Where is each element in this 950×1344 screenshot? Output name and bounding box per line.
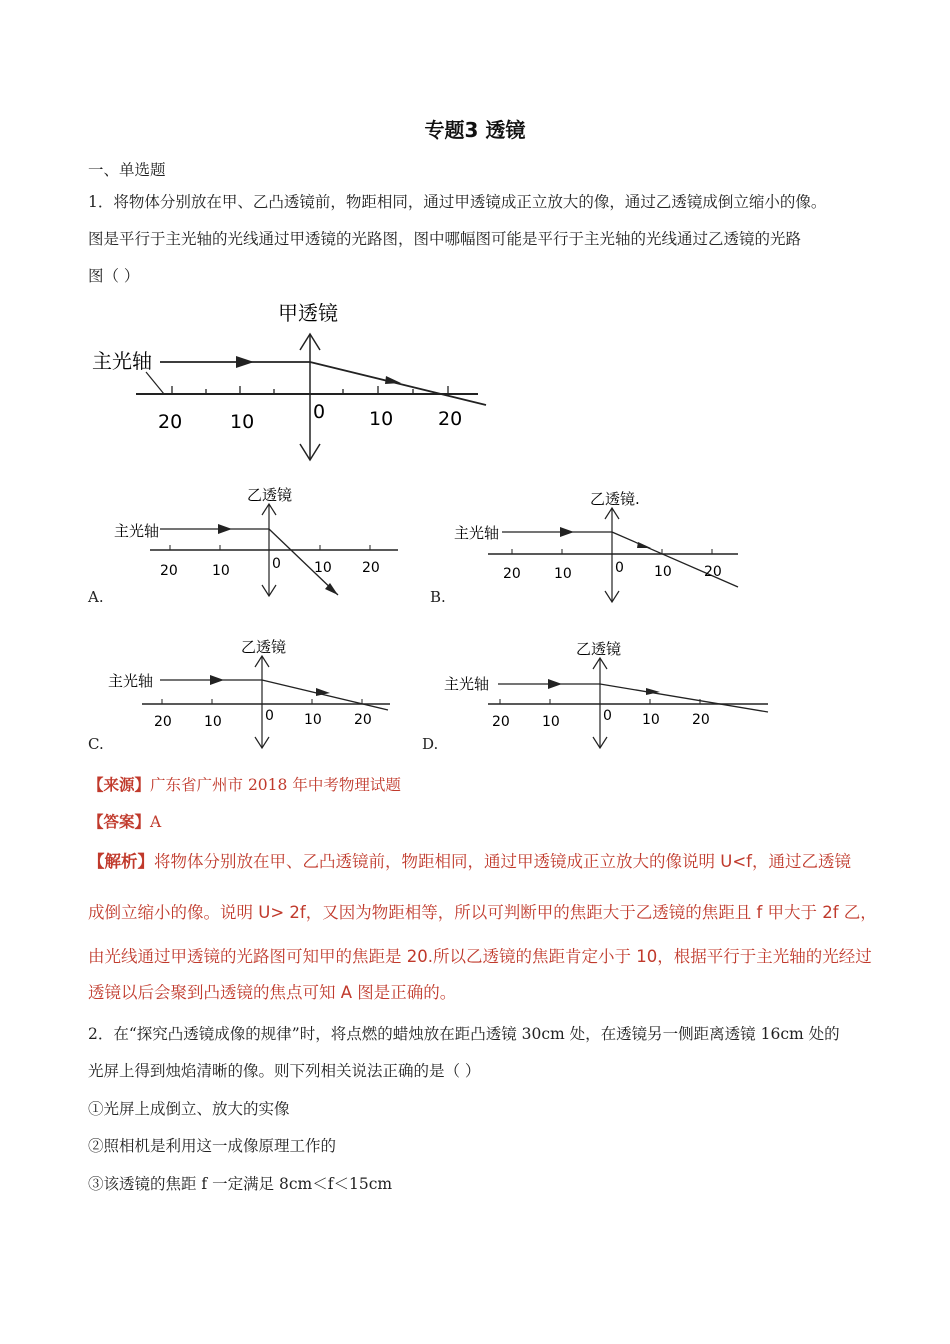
tick-label: 10 [314, 560, 332, 576]
main-axis-label: 主光轴 [92, 349, 152, 373]
q2-statement-2: ②照相机是利用这一成像原理工作的 [88, 1137, 337, 1155]
section-heading: 一、单选题 [88, 161, 166, 179]
option-c-letter[interactable]: C. [88, 735, 104, 753]
analysis-line-1 [88, 852, 851, 872]
tick-label: 20 [692, 712, 710, 728]
tick-label: 10 [542, 714, 560, 730]
analysis-tag: 【解析】 [88, 852, 154, 871]
main-lens-figure [88, 292, 498, 472]
option-d-axis-label: 主光轴 [444, 675, 490, 693]
q1-line-2: 图是平行于主光轴的光线通过甲透镜的光路图，图中哪幅图可能是平行于主光轴的光线通过乙透镜的光路 [88, 230, 802, 248]
source-tag: 【来源】 [88, 775, 151, 794]
q2-statement-3: ③该透镜的焦距 f 一定满足 8cm＜f＜15cm [88, 1175, 393, 1193]
q1-line-1: 1．将物体分别放在甲、乙凸透镜前，物距相同，通过甲透镜成正立放大的像，通过乙透镜成倒立缩小的像。 [88, 193, 827, 211]
tick-label: 20 [362, 560, 380, 576]
option-a-lens-label: 乙透镜 [247, 486, 293, 504]
tick-label: 0 [265, 708, 274, 724]
tick-label: 10 [204, 714, 222, 730]
tick-label: 0 [603, 708, 612, 724]
q2-statement-1: ①光屏上成倒立、放大的实像 [88, 1100, 290, 1118]
option-b-figure[interactable] [450, 486, 750, 608]
tick-label: 10 [304, 712, 322, 728]
source-line [88, 775, 401, 795]
tick-label: 10 [654, 564, 672, 580]
main-tick-label: 0 [313, 401, 326, 423]
answer-text: A [150, 813, 162, 831]
tick-label: 10 [642, 712, 660, 728]
option-b-axis-label: 主光轴 [454, 524, 500, 542]
tick-label: 20 [354, 712, 372, 728]
q2-line-2: 光屏上得到烛焰清晰的像。则下列相关说法正确的是（ ） [88, 1062, 481, 1080]
tick-label: 10 [554, 566, 572, 582]
main-lens-label: 甲透镜 [278, 301, 338, 325]
option-a-letter[interactable]: A. [88, 588, 104, 606]
analysis-line-4: 透镜以后会聚到凸透镜的焦点可知 A 图是正确的。 [88, 983, 457, 1002]
page-title: 专题3 透镜 [424, 118, 526, 142]
option-b-lens-label: 乙透镜. [590, 490, 640, 508]
q2-line-1: 2．在“探究凸透镜成像的规律”时，将点燃的蜡烛放在距凸透镜 30cm 处，在透镜另一侧距离透镜 16cm 处的 [88, 1025, 840, 1043]
option-a-axis-label: 主光轴 [114, 522, 160, 540]
tick-label: 20 [704, 564, 722, 580]
main-tick-label: 10 [230, 411, 255, 433]
tick-label: 10 [212, 563, 230, 579]
analysis-text: 将物体分别放在甲、乙凸透镜前，物距相同，通过甲透镜成正立放大的像说明 U<f，通过乙透镜 [154, 852, 851, 871]
option-d-lens-label: 乙透镜 [576, 640, 622, 658]
option-a-figure[interactable] [110, 482, 410, 604]
option-c-axis-label: 主光轴 [108, 672, 154, 690]
q1-line-3: 图（ ） [88, 267, 140, 285]
option-d-figure[interactable] [442, 632, 772, 754]
option-c-lens-label: 乙透镜 [241, 638, 287, 656]
tick-label: 20 [154, 714, 172, 730]
tick-label: 20 [492, 714, 510, 730]
main-tick-label: 20 [158, 411, 183, 433]
source-text: 广东省广州市 2018 年中考物理试题 [150, 776, 401, 794]
main-tick-label: 10 [369, 408, 394, 430]
option-b-letter[interactable]: B. [430, 588, 446, 606]
option-c-figure[interactable] [104, 632, 404, 754]
main-tick-label: 20 [438, 408, 463, 430]
tick-label: 20 [503, 566, 521, 582]
analysis-line-3: 由光线通过甲透镜的光路图可知甲的焦距是 20.所以乙透镜的焦距肯定小于 10，根据平行于主光轴的光经过 [88, 947, 872, 966]
answer-line [88, 812, 161, 832]
option-d-letter[interactable]: D. [422, 735, 439, 753]
tick-label: 20 [160, 563, 178, 579]
refracted-ray [310, 362, 486, 405]
tick-label: 0 [272, 556, 281, 572]
tick-label: 0 [615, 560, 624, 576]
axis-pointer [146, 372, 164, 394]
analysis-line-2: 成倒立缩小的像。说明 U> 2f，又因为物距相等，所以可判断甲的焦距大于乙透镜的焦距且 f 甲大于 2f 乙， [88, 903, 877, 922]
answer-tag: 【答案】 [88, 812, 151, 831]
